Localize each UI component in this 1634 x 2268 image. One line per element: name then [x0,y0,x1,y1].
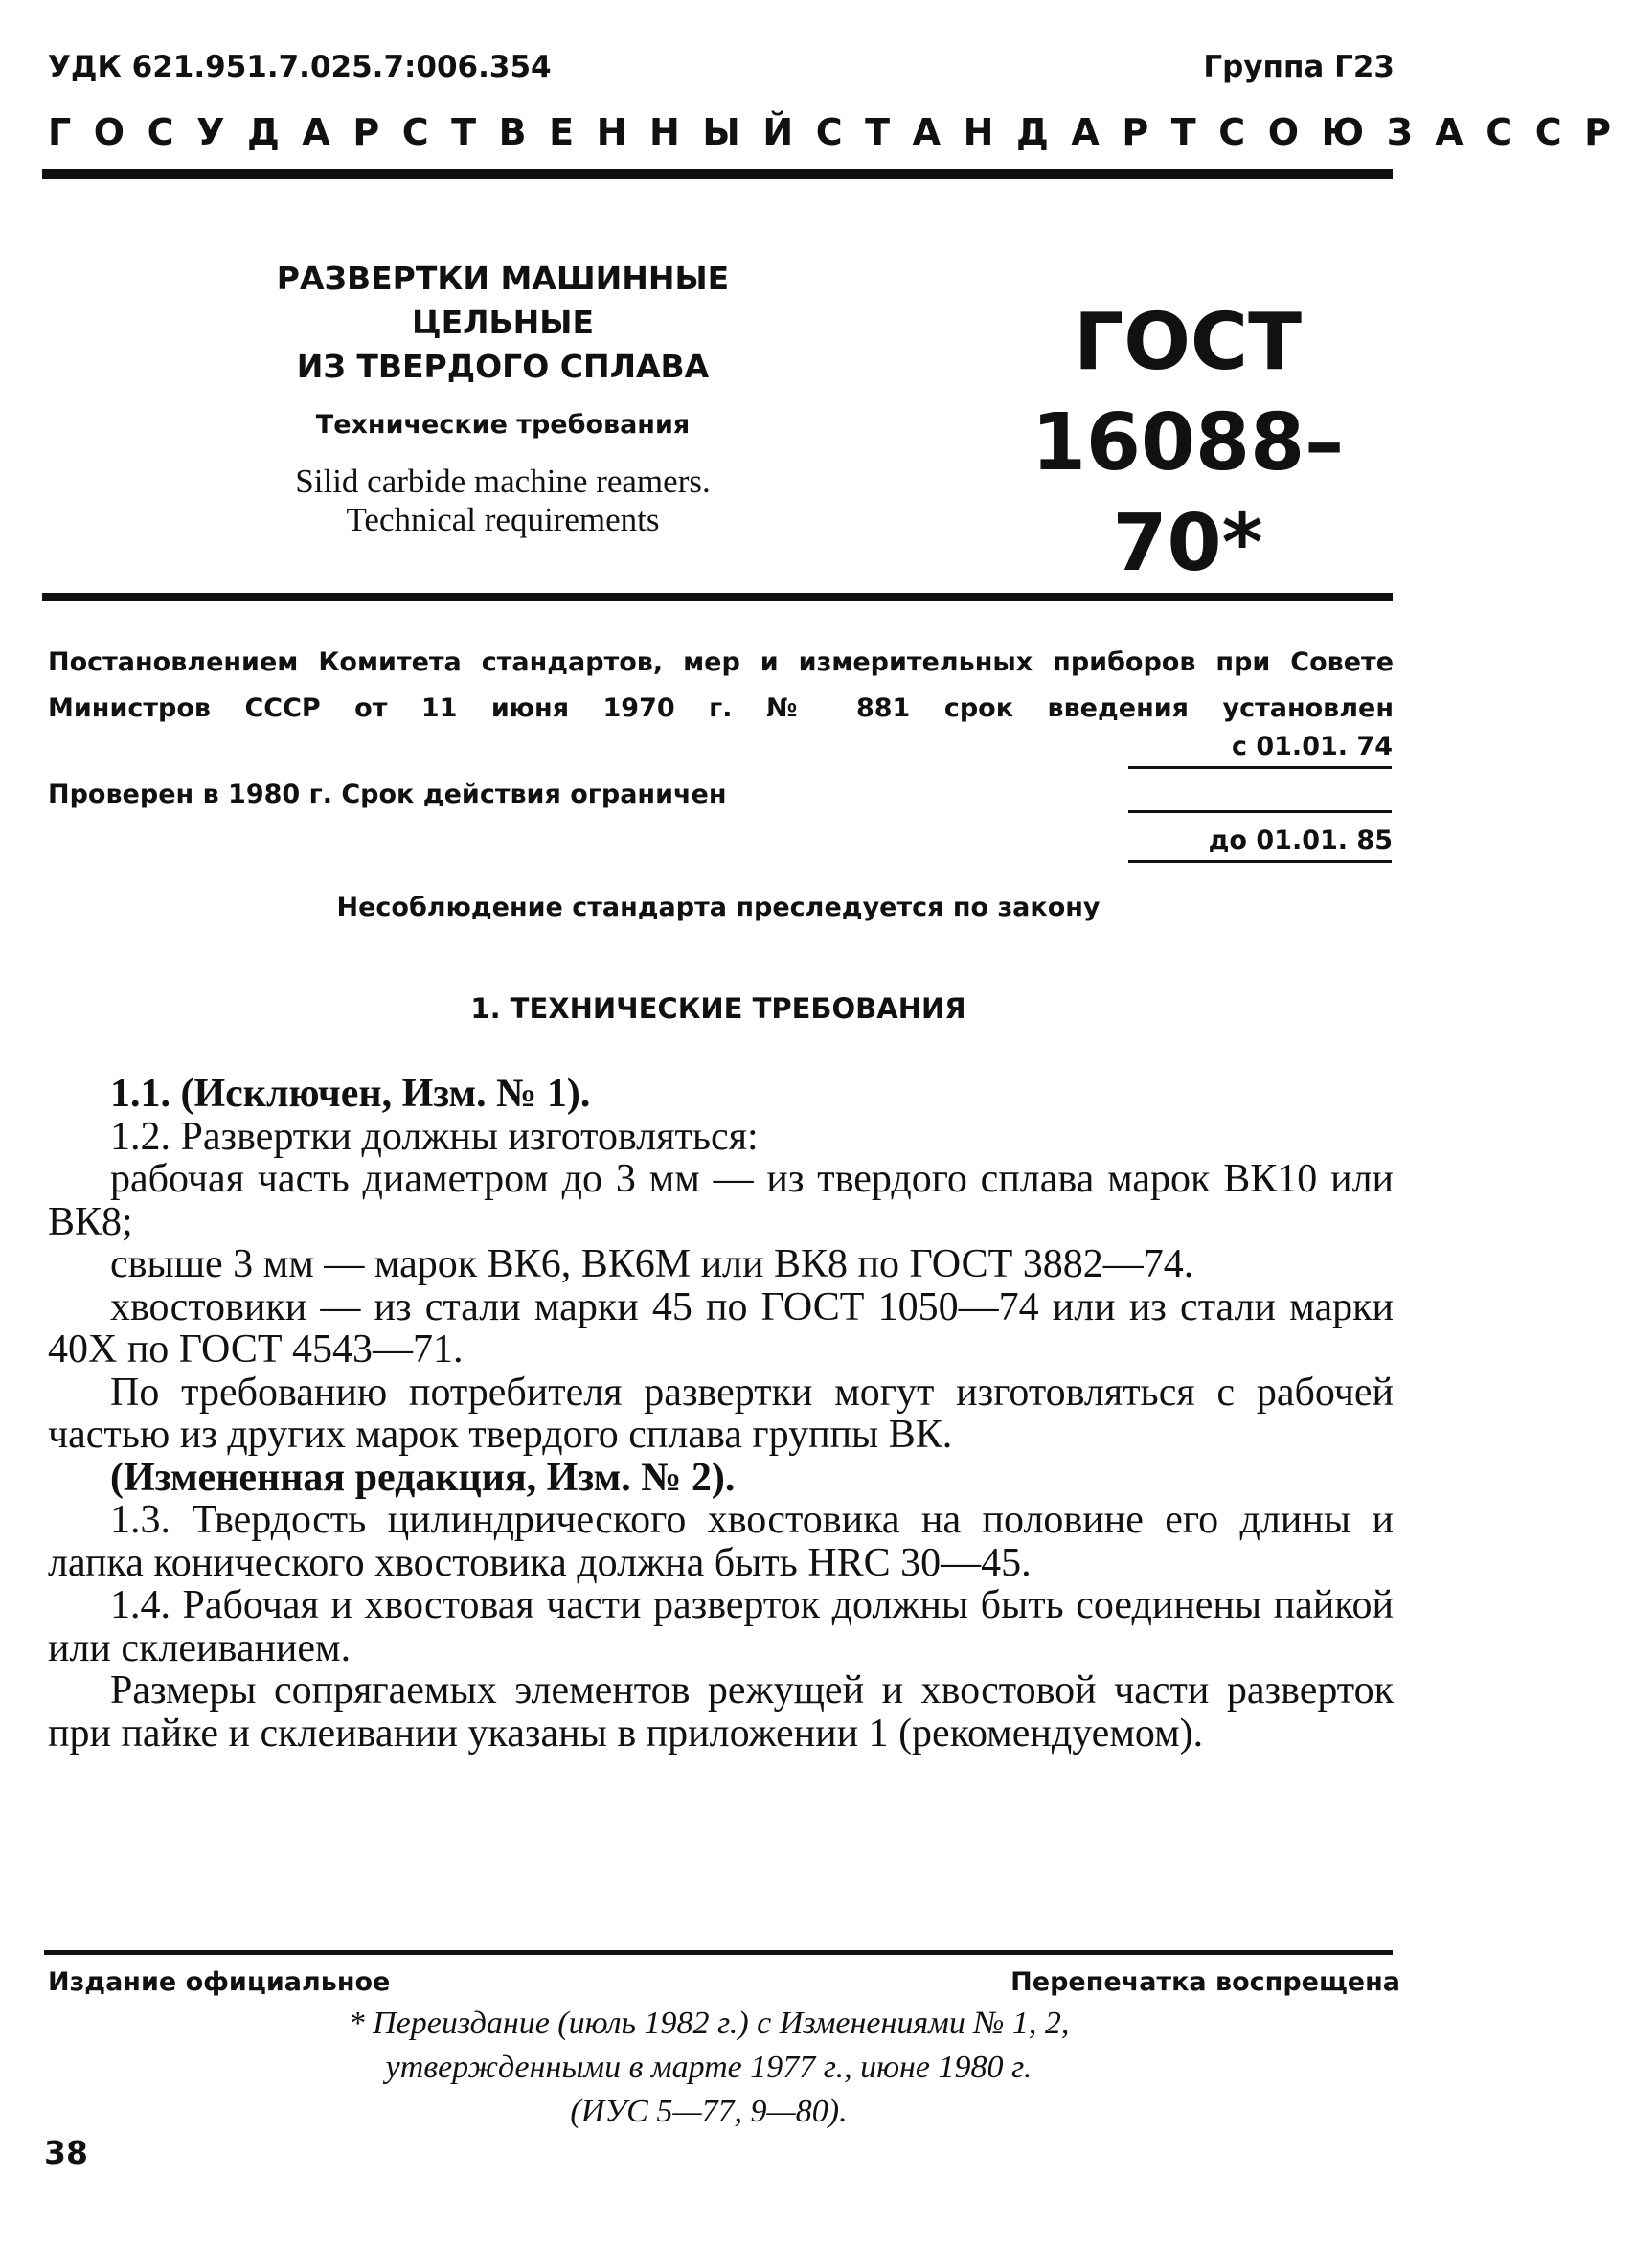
heading-word-3 [1218,111,1486,153]
gost-designation [1001,292,1374,594]
reissue-line-2: утвержденными в марте 1977 г., июне 1980 г. [385,2050,1033,2085]
heading-word-1 [48,111,816,153]
clause-1-2-working-part: рабочая часть диаметром до 3 мм — из твердого сплава марок ВК10 или ВК8; [48,1157,1394,1244]
heading-word-text: ГОСУДАРСТВЕННЫЙ [48,111,816,153]
official-edition: Издание официальное [48,1967,391,1997]
clause-1-2: 1.2. Развертки должны изготовляться: [110,1114,759,1159]
decree-text: Постановлением Комитета стандартов, мер и измерительных приборов при Совете Министров СССР от 11 июня 1970 г. № 881 срок введения установлен [48,647,1394,723]
reissue-line-3: (ИУС 5—77, 9—80). [570,2094,848,2129]
heading-word-text: СТАНДАРТ [815,111,1219,153]
clause-1-1: 1.1. (Исключен, Изм. № 1). [110,1072,591,1116]
heading-word-2 [816,111,1219,153]
page-number: 38 [44,2134,88,2171]
clause-1-2-shanks: хвостовики — из стали марки 45 по ГОСТ 1050—74 или из стали марки 40Х по ГОСТ 4543—71. [48,1284,1394,1372]
subtitle-ru: Технические требования [315,410,691,440]
clause-1-4-dimensions: Размеры сопрягаемых элементов режущей и хвостовой части разверток при пайке и склеивании указаны в приложении 1 (рекомендуемом). [48,1668,1394,1756]
reprint-prohibited: Перепечатка воспрещена [1010,1967,1400,1997]
title-line-1: РАЗВЕРТКИ МАШИННЫЕ ЦЕЛЬНЫЕ [276,260,730,341]
udk-code: УДК 621.951.7.025.7:006.354 [48,50,552,84]
effective-date-rule [1128,766,1392,769]
clause-1-2-above-3mm: свыше 3 мм — марок ВК6, ВК6М или ВК8 по ГОСТ 3882—74. [110,1242,1194,1286]
footer-rule [44,1950,1393,1955]
group-code: Группа Г23 [1203,50,1395,84]
checked-rule [1128,810,1392,813]
title-en [230,463,776,539]
gost-label: ГОСТ [1073,297,1303,388]
amendment-note: (Измененная редакция, Изм. № 2). [110,1455,736,1500]
heading-word-text: ССР [1486,111,1634,153]
reissue-line-1: * Переиздание (июль 1982 г.) с Изменениями № 1, 2, [348,2006,1070,2041]
heading-word-4 [1486,111,1633,153]
title-en-line-1: Silid carbide machine reamers. [295,463,711,500]
clause-1-4: 1.4. Рабочая и хвостовая части разверток должны быть соединены пайкой или склеиванием. [48,1583,1394,1670]
title-en-line-2: Technical requirements [346,501,660,538]
body-text [48,1073,1394,1755]
effective-date: с 01.01. 74 [1231,732,1393,761]
penalty-notice: Несоблюдение стандарта преследуется по закону [336,893,1101,922]
valid-until-date: до 01.01. 85 [1208,826,1393,855]
title-ru [230,257,776,389]
state-standard-heading [48,111,1634,153]
reissue-note [0,2002,1418,2134]
clause-1-3: 1.3. Твердость цилиндрического хвостовика на половине его длины и лапка конического хвостовика должна быть HRC 30—45. [48,1498,1394,1585]
checked-note: Проверен в 1980 г. Срок действия ограничен [48,780,727,809]
title-block [230,257,776,539]
clause-1-2-customer-request: По требованию потребителя развертки могут изготовляться с рабочей частью из других марок твердого сплава группы ВК. [48,1370,1394,1457]
valid-until-rule [1128,860,1392,863]
header-rule [42,169,1393,179]
gost-number: 16088–70* [1031,397,1345,589]
section-title: 1. ТЕХНИЧЕСКИЕ ТРЕБОВАНИЯ [470,992,966,1025]
heading-word-text: СОЮЗА [1218,111,1486,153]
title-rule [42,593,1393,601]
title-line-2: ИЗ ТВЕРДОГО СПЛАВА [296,348,710,385]
